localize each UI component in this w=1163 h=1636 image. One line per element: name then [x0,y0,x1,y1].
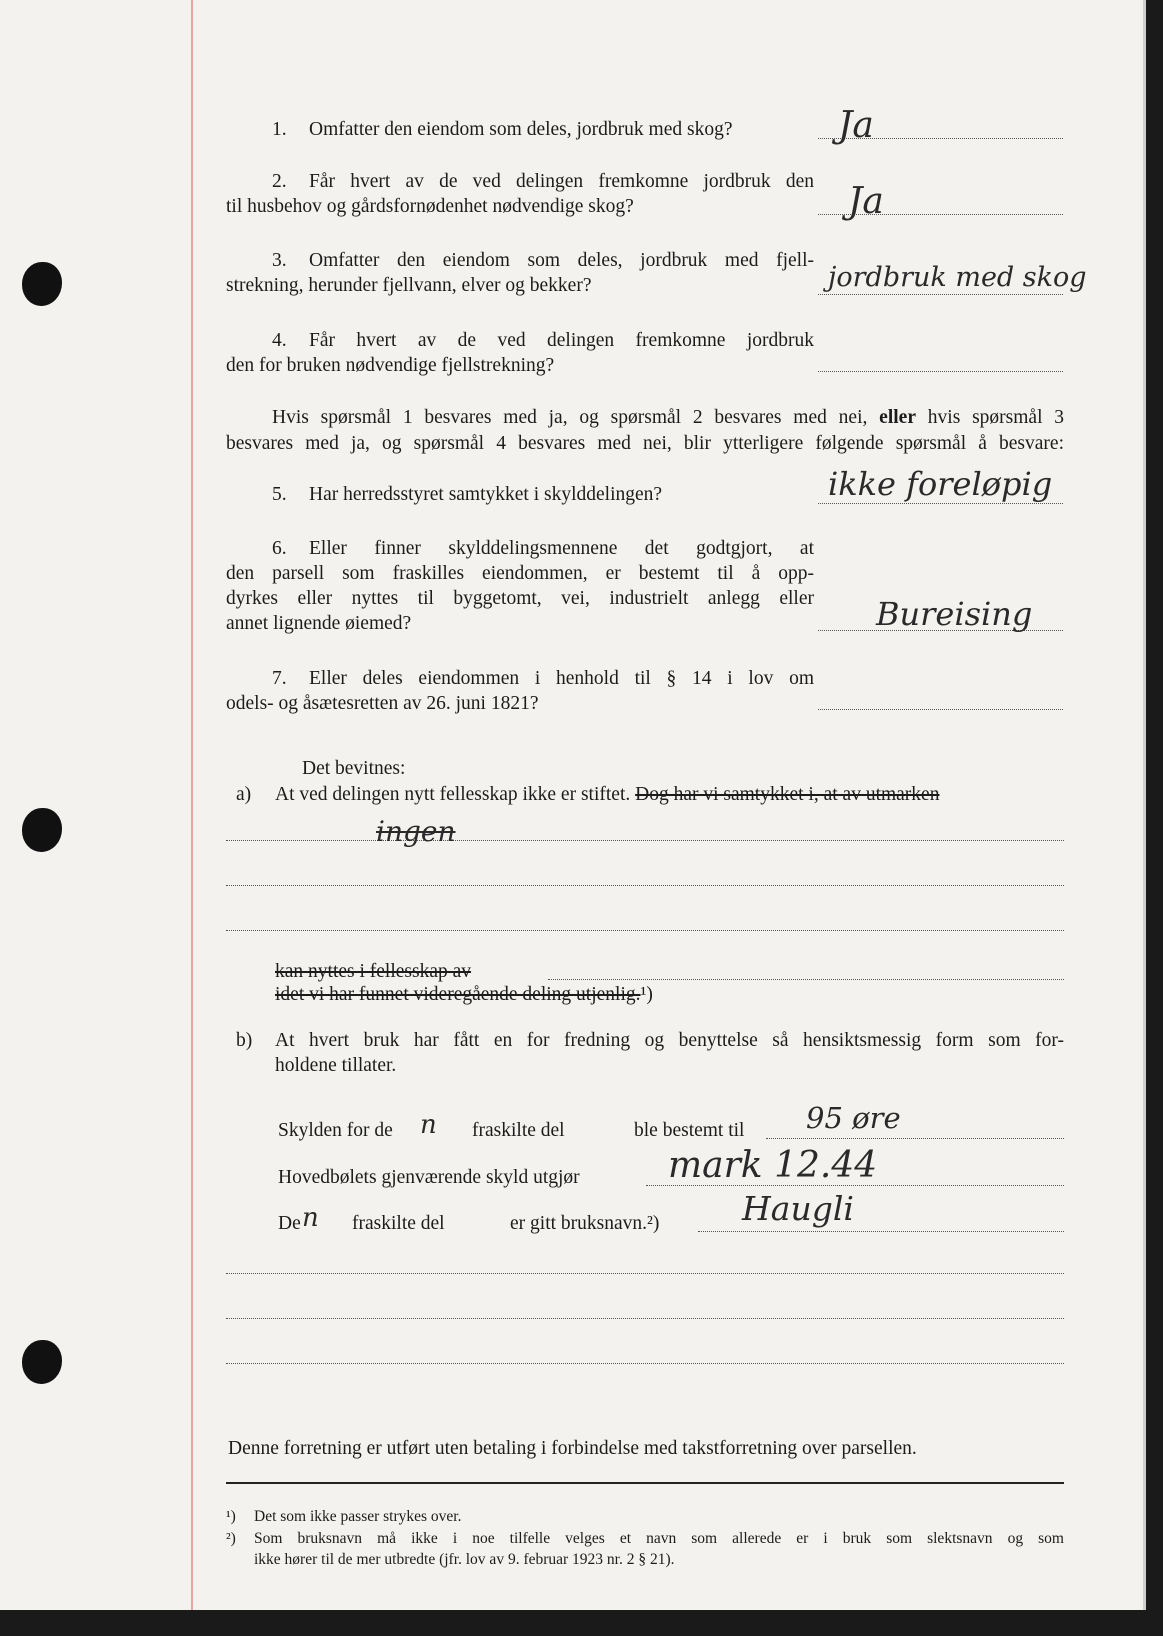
q6-line4: annet lignende øiemed? [226,613,412,634]
skyld-blank-line-1 [226,1273,1064,1274]
footnote-2-line2: ikke hører til de mer utbredte (jfr. lov av 9. februar 1923 nr. 2 § 21). [254,1551,675,1568]
q6-answer: Bureising [876,595,1033,633]
attest-a-struck3-row [275,985,653,1005]
condition-line1: Hvis spørsmål 1 besvares med ja, og spørsmål 2 besvares med nei, eller hvis spørsmål 3 [272,407,1065,428]
attest-a-text: At ved delingen nytt fellesskap ikke er stiftet. Dog har vi samtykket i, at av utmarken [275,784,940,805]
q3-answer-line [818,294,1063,295]
q3-line1: Omfatter den eiendom som deles, jordbruk med fjell- [309,250,814,271]
q3-line2: strekning, herunder fjellvann, elver og bekker? [226,275,592,296]
closing-statement: Denne forretning er utført uten betaling i forbindelse med takstforretning over parsellen. [228,1438,917,1459]
skyld-row3-value: Haugli [742,1189,854,1228]
q6-line3: dyrkes eller nyttes til byggetomt, vei, industrielt anlegg eller [226,588,814,609]
punch-hole [22,808,62,852]
skyld-row1-hand: n [420,1110,437,1140]
attest-b-label: b) [236,1030,253,1051]
q6-line1: Eller finner skylddelingsmennene det godtgjort, at [309,538,814,559]
attest-blank-line-1 [226,840,1064,841]
q1-text: Omfatter den eiendom som deles, jordbruk med skog? [309,119,733,140]
skyld-row3-line [698,1231,1064,1232]
q5-answer-line [818,503,1063,504]
attest-a-struck2: kan nyttes i fellesskap av [275,961,472,982]
punch-hole [22,1340,62,1384]
q6-line2: den parsell som fraskilles eiendommen, er bestemt til å opp- [226,563,814,584]
q5-text: Har herredsstyret samtykket i skylddelingen? [309,484,663,505]
q2-number: 2. [272,171,287,192]
skyld-blank-line-3 [226,1363,1064,1364]
q3-number: 3. [272,250,287,271]
q2-line1: Får hvert av de ved delingen fremkomne jordbruk den [309,171,814,192]
attest-a-hand: ingen [376,815,456,848]
punch-hole [22,262,62,306]
condition-line2: besvares med ja, og spørsmål 4 besvares med nei, blir ytterligere følgende spørsmål å besvare: [226,433,1064,454]
attest-blank-line-3 [226,930,1064,931]
skyld-row1-value: 95 øre [806,1101,901,1135]
skyld-row3-a: De [278,1213,301,1234]
q4-line2: den for bruken nødvendige fjellstrekning? [226,355,555,376]
footnote-1: Det som ikke passer strykes over. [254,1508,462,1525]
q4-line1: Får hvert av de ved delingen fremkomne jordbruk [309,330,814,351]
q7-number: 7. [272,668,287,689]
skyld-row1-a: Skylden for de [278,1120,393,1141]
q4-number: 4. [272,330,287,351]
footnote-2-line1: Som bruksnavn må ikke i noe tilfelle velges et navn som allerede er i bruk som slektsnavn og som [254,1530,1064,1547]
skyld-row2-label: Hovedbølets gjenværende skyld utgjør [278,1167,580,1188]
skyld-row1-line [766,1138,1064,1139]
skyld-blank-line-2 [226,1318,1064,1319]
attest-blank-line-2 [226,885,1064,886]
attest-b-line1: At hvert bruk har fått en for fredning og benyttelse så hensiktsmessig form som for- [275,1030,1064,1051]
attest-a-struck: Dog har vi samtykket i, at av utmarken [635,784,940,805]
skyld-row1-b: fraskilte del [472,1120,565,1141]
q6-number: 6. [272,538,287,559]
footnote-rule [226,1482,1064,1484]
q2-answer: Ja [848,181,884,222]
skyld-row1-c: ble bestemt til [634,1120,745,1141]
attest-a-struck3: idet vi har funnet videregående deling utjenlig. [275,984,641,1005]
q2-line2: til husbehov og gårdsfornødenhet nødvendige skog? [226,196,634,217]
q1-answer: Ja [838,105,874,146]
margin-line [191,0,193,1610]
skyld-row3-c: er gitt bruksnavn.²) [510,1213,660,1234]
footnote-2-mark: ²) [226,1530,236,1547]
attest-a-label: a) [236,784,252,805]
q5-number: 5. [272,484,287,505]
q1-number: 1. [272,119,287,140]
q3-answer: jordbruk med skog [828,262,1087,293]
q7-line1: Eller deles eiendommen i henhold til § 14 i lov om [309,668,814,689]
attest-a-struck2-line [548,979,1064,980]
attest-heading: Det bevitnes: [302,758,406,779]
skyld-row3-b: fraskilte del [352,1213,445,1234]
attest-b-line2: holdene tillater. [275,1055,397,1076]
footnote-1-mark: ¹) [226,1508,236,1525]
attest-a-footref: ¹) [640,984,653,1005]
q7-answer-line [818,709,1063,710]
q4-answer-line [818,371,1063,372]
q7-line2: odels- og åsætesretten av 26. juni 1821? [226,693,539,714]
q5-answer: ikke foreløpig [828,465,1053,503]
skyld-row2-value: mark 12.44 [668,1145,878,1186]
skyld-row3-hand: n [302,1203,319,1233]
